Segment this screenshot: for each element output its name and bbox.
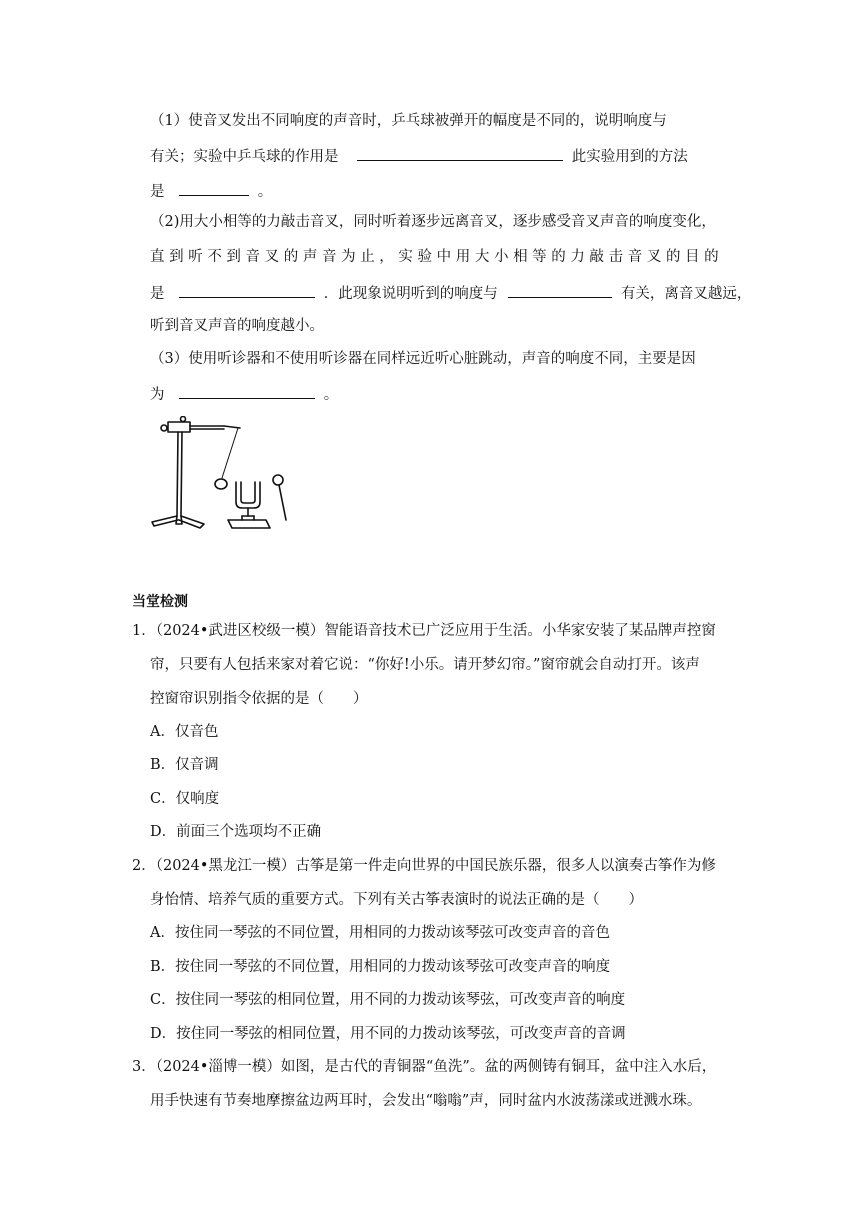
q2-answer-blank-purpose[interactable] bbox=[179, 283, 315, 298]
q1-line1: （1）使音叉发出不同响度的声音时，乒乓球被弹开的幅度是不同的，说明响度与 bbox=[150, 113, 667, 129]
q1-line2-text-b: 此实验用到的方法 bbox=[571, 149, 688, 165]
q1-line3-text-a: 是 bbox=[150, 184, 165, 200]
mc2-option-b[interactable]: B．按住同一琴弦的不同位置，用相同的力拨动该琴弦可改变声音的响度 bbox=[150, 959, 611, 975]
q1-line2 bbox=[150, 146, 688, 166]
q2-line3-text-c: 有关，离音叉越远， bbox=[620, 286, 752, 302]
clamp-head bbox=[168, 422, 190, 432]
mc2-option-c[interactable]: C．按住同一琴弦的相同位置，用不同的力拨动该琴弦，可改变声音的响度 bbox=[150, 992, 626, 1008]
mc1-stem-line2: 帘，只要有人包括来家对着它说：“你好!小乐。请开梦幻帘。”窗帘就会自动打开。该声 bbox=[150, 657, 700, 673]
stand-pole bbox=[177, 432, 178, 516]
ping-pong-ball bbox=[215, 479, 227, 489]
mc1-stem-line1: 1．（2024•武进区校级一模）智能语音技术已广泛应用于生活。小华家安装了某品牌声控窗 bbox=[132, 623, 716, 639]
q1-line3 bbox=[150, 181, 272, 201]
q2-line2: 直 到 听 不 到 音 叉 的 声 音 为 止 ， 实 验 中 用 大 小 相 等 的 力 敲 击 音 叉 的 目 的 bbox=[150, 249, 719, 265]
q1-line3-text-b: 。 bbox=[257, 184, 273, 200]
tuning-fork-outer bbox=[236, 482, 260, 508]
q3-line2-text-b: 。 bbox=[323, 387, 339, 403]
tuning-fork-apparatus-figure bbox=[148, 416, 298, 536]
q1-answer-blank-role[interactable] bbox=[357, 146, 563, 161]
mc2-option-a[interactable]: A．按住同一琴弦的不同位置，用相同的力拨动该琴弦可改变声音的音色 bbox=[150, 925, 610, 941]
mc1-option-d[interactable]: D．前面三个选项均不正确 bbox=[150, 824, 322, 840]
mc2-stem-line1: 2．（2024•黑龙江一模）古筝是第一件走向世界的中国民族乐器，很多人以演奏古筝作为修 bbox=[132, 858, 716, 874]
resonance-box bbox=[228, 520, 270, 528]
q3-line1: （3）使用听诊器和不使用听诊器在同样远近听心脏跳动，声音的响度不同，主要是因 bbox=[150, 351, 696, 367]
q2-line4: 听到音叉声音的响度越小。 bbox=[150, 318, 324, 334]
q2-answer-blank-factor[interactable] bbox=[508, 283, 612, 298]
mc2-option-d[interactable]: D．按住同一琴弦的相同位置，用不同的力拨动该琴弦，可改变声音的音调 bbox=[150, 1026, 626, 1042]
mallet-handle bbox=[279, 485, 286, 520]
mc1-option-b[interactable]: B．仅音调 bbox=[150, 757, 219, 773]
suspension-thread bbox=[222, 428, 238, 478]
q3-answer-blank[interactable] bbox=[179, 384, 315, 399]
q3-line2 bbox=[150, 384, 338, 404]
clamp-screw-top bbox=[181, 417, 186, 422]
q1-answer-blank-method[interactable] bbox=[179, 181, 249, 196]
q2-line1: （2)用大小相等的力敲击音叉，同时听着逐步远离音叉，逐步感受音叉声音的响度变化， bbox=[150, 214, 716, 230]
mallet-head bbox=[273, 475, 283, 485]
stand-base-right bbox=[179, 516, 204, 528]
q3-line2-text-a: 为 bbox=[150, 387, 165, 403]
mc3-stem-line1: 3．（2024•淄博一模）如图，是古代的青铜器“鱼洗”。盆的两侧铸有铜耳，盆中注入水后， bbox=[132, 1059, 717, 1075]
q1-line2-text-a: 有关；实验中乒乓球的作用是 bbox=[150, 149, 339, 165]
mc1-stem-line3: 控窗帘识别指令依据的是（ ） bbox=[150, 691, 368, 707]
clamp-screw-left bbox=[161, 425, 167, 431]
q2-line3-text-a: 是 bbox=[150, 286, 165, 302]
mc1-option-a[interactable]: A．仅音色 bbox=[150, 724, 219, 740]
tuning-fork-inner bbox=[241, 482, 255, 503]
mc2-stem-line2: 身怡情、培养气质的重要方式。下列有关古筝表演时的说法正确的是（ ） bbox=[150, 892, 643, 908]
q2-line3 bbox=[150, 283, 751, 303]
q2-line3-text-b: ．此现象说明听到的响度与 bbox=[323, 286, 498, 302]
mc3-stem-line2: 用手快速有节奏地摩擦盆边两耳时，会发出“嗡嗡”声，同时盆内水波荡漾或迸溅水珠。 bbox=[150, 1093, 702, 1109]
section-heading: 当堂检测 bbox=[132, 594, 188, 610]
stand-base-left bbox=[152, 516, 178, 526]
mc1-option-c[interactable]: C．仅响度 bbox=[150, 791, 220, 807]
